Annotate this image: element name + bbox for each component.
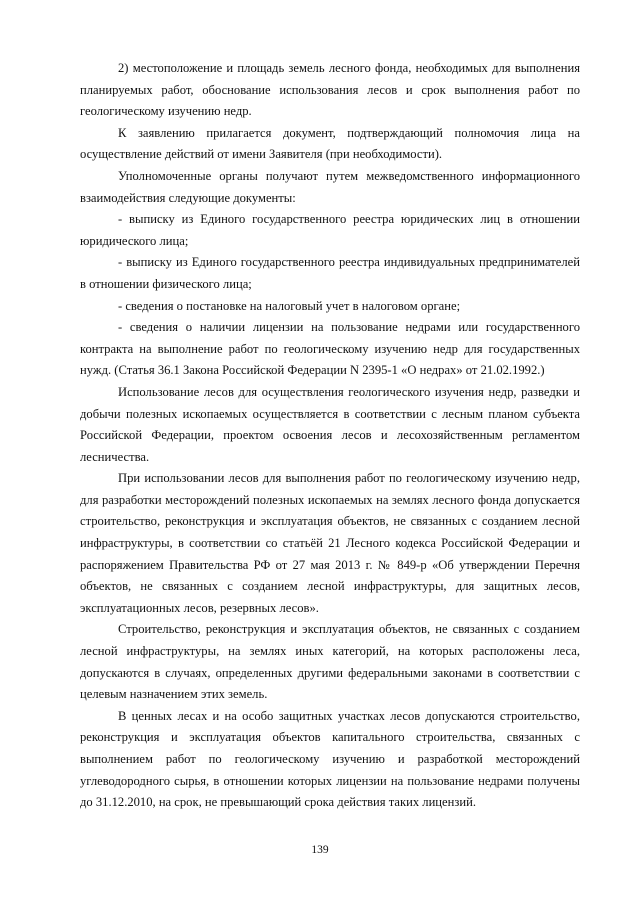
paragraph-construction-allowed: При использовании лесов для выполнения работ по геологическому изучению недр, для разработки месторождений полезных ископаемых на землях лесного фонда допускается строительство, реконструкция и эксплуатация объектов, не связанных с созданием лесной инфраструктуры, в соответствии со статьёй 21 Лесного кодекса Российской Федерации и распоряжением Правительства РФ от 27 мая 2013 г. № 849-р «Об утверждении Перечня объектов, не связанных с созданием лесной инфраструктуры, для защитных лесов, эксплуатационных лесов, резервных лесов». [80, 471, 580, 615]
paragraph-attached-document: К заявлению прилагается документ, подтверждающий полномочия лица на осуществление действий от имени Заявителя (при необходимости). [80, 125, 580, 162]
list-item-subsoil-license: - сведения о наличии лицензии на пользование недрами или государственного контракта на выполнение работ по геологическому изучению недр для государственных нужд. (Статья 36.1 Закона Российской Федерации N 2395-1 «О недрах» от 21.02.1992.) [80, 320, 580, 378]
paragraph-interagency-request: Уполномоченные органы получают путем межведомственного информационного взаимодействия следующие документы: [80, 168, 580, 205]
list-item-entrepreneur-extract: - выписку из Единого государственного реестра индивидуальных предпринимателей в отношении физического лица; [80, 255, 580, 291]
paragraph-forest-use-plan: Использование лесов для осуществления геологического изучения недр, разведки и добычи полезных ископаемых осуществляется в соответствии с лесным планом субъекта Российской Федерации, проектом освоения лесов и лесохозяйственным регламентом лесничества. [80, 384, 580, 464]
paragraph-other-land-categories: Строительство, реконструкция и эксплуатация объектов, не связанных с созданием лесной инфраструктуры, на землях иных категорий, на которых расположены леса, допускаются в случаях, определенных другими федеральными законами в соответствии с целевым назначением этих земель. [80, 622, 580, 702]
list-item-legal-entity-extract: - выписку из Единого государственного реестра юридических лиц в отношении юридического лица; [80, 212, 580, 248]
paragraph-valuable-forests: В ценных лесах и на особо защитных участках лесов допускаются строительство, реконструкция и эксплуатация объектов капитального строительства, связанных с выполнением работ по геологическому изучению и разработкой месторождений углеводородного сырья, в отношении которых лицензии на пользование недрами получены до 31.12.2010, на срок, не превышающий срока действия таких лицензий. [80, 708, 580, 810]
page-number: 139 [311, 844, 329, 856]
paragraph-application-item-2: 2) местоположение и площадь земель лесного фонда, необходимых для выполнения планируемых работ, обоснование использования лесов и срок выполнения работ по геологическому изучению недр. [80, 61, 580, 119]
list-item-tax-registration: - сведения о постановке на налоговый учет в налоговом органе; [118, 298, 461, 313]
page-body [80, 58, 580, 814]
